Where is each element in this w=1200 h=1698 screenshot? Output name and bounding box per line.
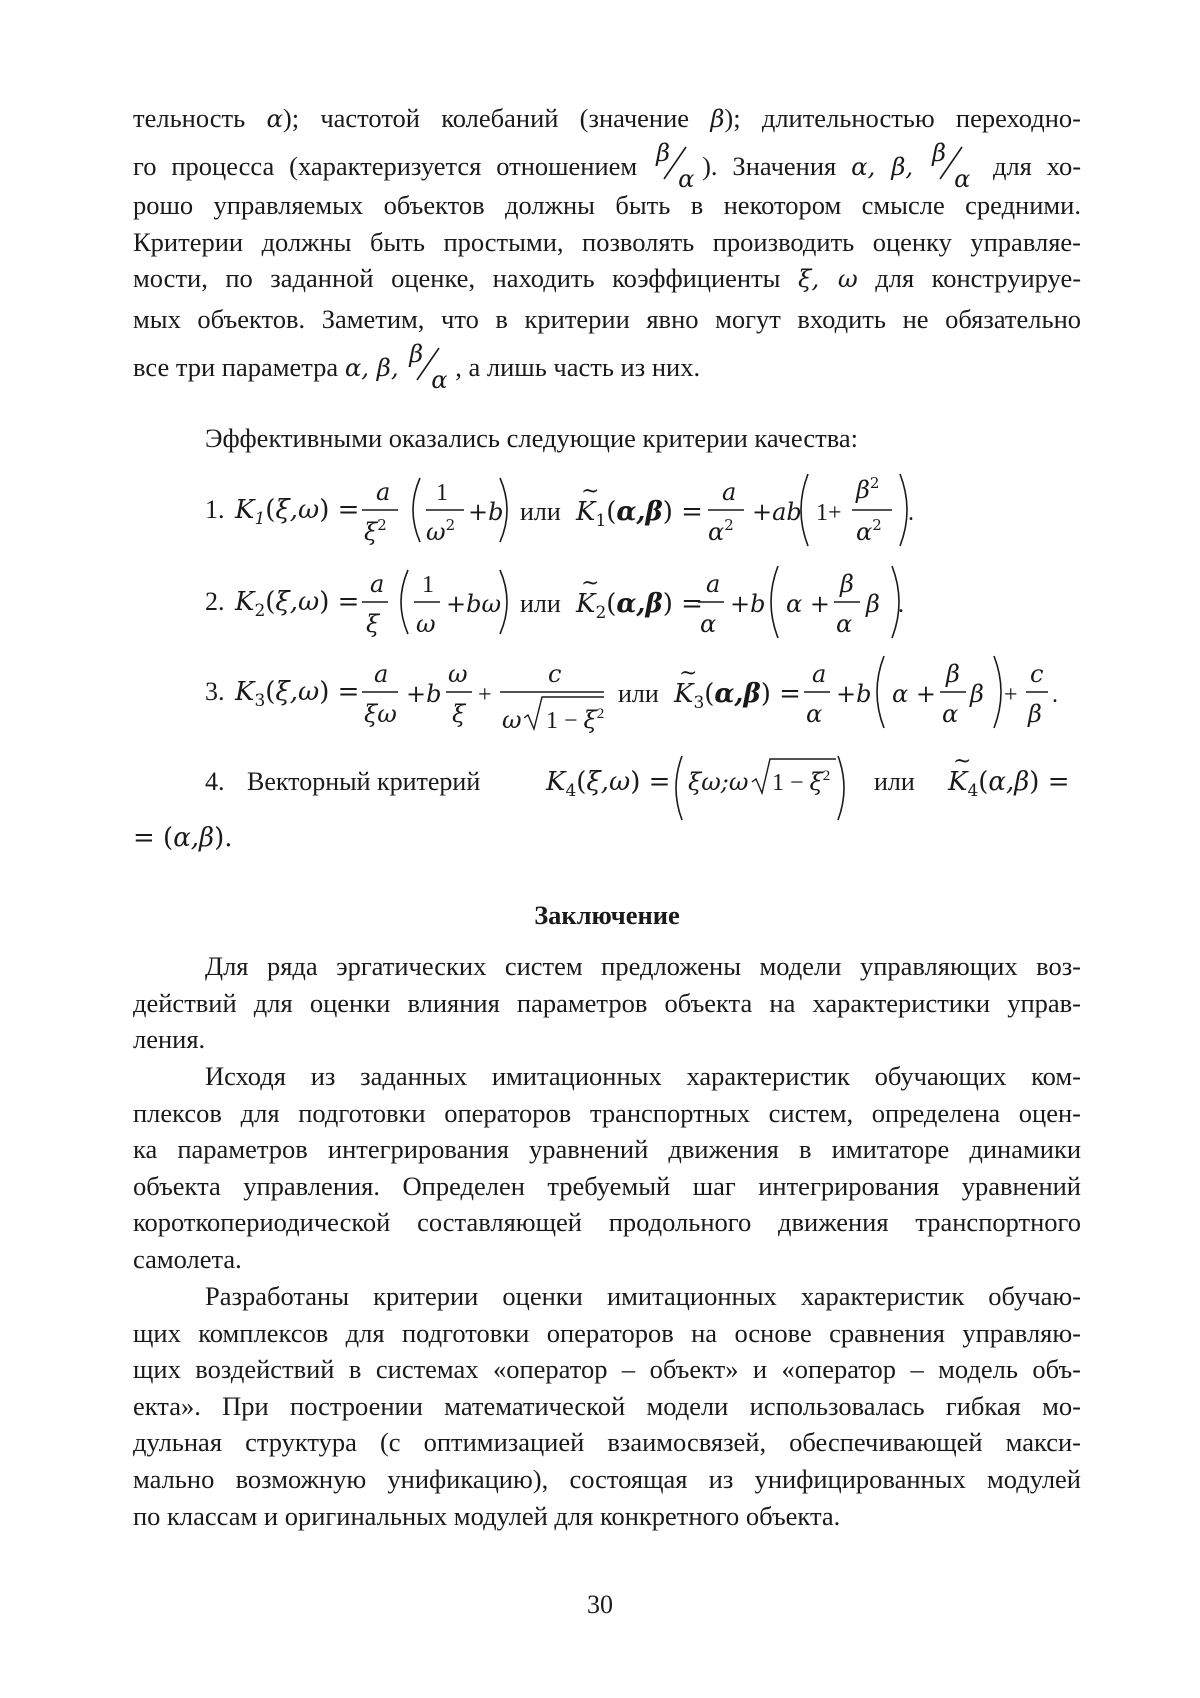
or-label: или bbox=[520, 589, 561, 618]
criterion-number: 3. bbox=[205, 677, 225, 706]
svg-text:~: ~ bbox=[953, 749, 972, 774]
svg-text:a: a bbox=[374, 660, 389, 688]
svg-text:β: β bbox=[840, 570, 854, 598]
text-line: объекта управления. Определен требуемый шаг интегрирования уравнений bbox=[133, 1170, 1081, 1201]
svg-text:1: 1 bbox=[422, 572, 434, 598]
beta-over-alpha-fraction: β α bbox=[656, 138, 695, 193]
conclusion-paragraph-1 bbox=[133, 948, 1081, 1058]
svg-text:ξ: ξ bbox=[452, 700, 466, 728]
text-line: короткопериодической составляющей продольного движения транспортного bbox=[133, 1207, 1081, 1238]
criterion-number: 4. bbox=[205, 767, 225, 796]
svg-text:a: a bbox=[370, 570, 385, 598]
svg-text:+b: +b bbox=[468, 498, 504, 526]
svg-text:.: . bbox=[908, 500, 914, 526]
conclusion-heading: Заключение bbox=[534, 900, 680, 930]
text-line: плексов для подготовки операторов транспортных систем, определена оцен- bbox=[133, 1097, 1081, 1128]
svg-text:K1(α,β) =: $K_1(\alpha,\beta)$ = bbox=[576, 497, 703, 531]
svg-text:ξ: ξ bbox=[366, 610, 380, 638]
text-line: по классам и оригинальных модулей для конкретного объекта. bbox=[133, 1500, 841, 1531]
text-line: мости, по заданной оценке, находить коэффициенты ξ, ω для конструируе- bbox=[133, 263, 1082, 294]
svg-text:α2: $\alpha^2$ bbox=[856, 516, 882, 546]
svg-text:+: + bbox=[478, 682, 492, 708]
svg-text:K2(α,β) =: $K_2(\alpha,\beta)$ = bbox=[576, 589, 703, 623]
paragraph-intro bbox=[133, 100, 1082, 394]
svg-text:a: a bbox=[706, 570, 721, 598]
svg-text:ω: ω bbox=[448, 660, 468, 688]
text-line: тельность α); частотой колебаний (значение β); длительностью переходно- bbox=[133, 103, 1082, 133]
criterion-3 bbox=[205, 656, 1058, 734]
or-label: или bbox=[520, 497, 561, 526]
svg-text:α: α bbox=[700, 610, 717, 638]
conclusion-paragraph-3 bbox=[133, 1278, 1081, 1534]
text-line: Для ряда эргатических систем предложены модели управляющих воз- bbox=[205, 951, 1081, 981]
beta-over-alpha-fraction: β α bbox=[409, 339, 448, 394]
svg-text:K4(α,β) =: $K_4(\alpha,\beta)$ = bbox=[948, 767, 1070, 801]
svg-text:+ab: +ab bbox=[752, 498, 802, 526]
svg-text:β: β bbox=[946, 660, 960, 688]
svg-text:+: + bbox=[1004, 682, 1018, 708]
svg-text:c: c bbox=[1030, 660, 1044, 688]
svg-text:β: β bbox=[1028, 700, 1042, 728]
criterion-2 bbox=[205, 566, 904, 638]
svg-text:c: c bbox=[548, 660, 562, 688]
svg-text:α2: $\alpha^2$ bbox=[708, 516, 734, 546]
svg-text:K3(ξ,ω) =: $K_3(\xi,\omega)$ = bbox=[235, 677, 360, 711]
svg-text:K1(ξ,ω) =: $K_1(\xi,\omega)$ = bbox=[235, 495, 360, 529]
text-line: самолета. bbox=[133, 1243, 242, 1274]
svg-text:1 − ξ2: $1 - \xi^2$ bbox=[772, 768, 831, 796]
svg-text:~: ~ bbox=[581, 571, 600, 596]
svg-text:+b: +b bbox=[730, 590, 766, 618]
text-line: Критерии должны быть простыми, позволять производить оценку управляе- bbox=[133, 226, 1081, 257]
svg-text:α +: α + bbox=[786, 590, 830, 618]
svg-text:β: β bbox=[970, 680, 984, 708]
criterion-number: 2. bbox=[205, 587, 225, 616]
text-line: все три параметра α, β, β α , а лишь часть из них. bbox=[133, 339, 701, 394]
or-label: или bbox=[618, 679, 659, 708]
svg-text:K2(ξ,ω) =: $K_2(\xi,\omega)$ = bbox=[235, 587, 360, 621]
svg-text:K3(α,β) =: $K_3(\alpha,\beta)$ = bbox=[674, 679, 801, 713]
svg-text:α: α bbox=[836, 610, 853, 638]
svg-text:+b: +b bbox=[406, 680, 442, 708]
svg-text:ξω;ω: ξω;ω bbox=[688, 768, 749, 796]
beta-over-alpha-fraction: β α bbox=[932, 138, 971, 193]
text-line: го процесса (характеризуется отношением β α ). Значения α, β, β α для хо- bbox=[133, 138, 1082, 193]
text-line: щих воздействий в системах «оператор – объект» и «оператор – модель объ- bbox=[133, 1354, 1081, 1385]
svg-text:~: ~ bbox=[679, 661, 698, 686]
svg-text:+bω: +bω bbox=[446, 590, 502, 618]
svg-text:a: a bbox=[722, 478, 737, 506]
or-label: или bbox=[874, 767, 915, 796]
svg-text:a: a bbox=[812, 660, 827, 688]
svg-text:ω2: $\omega^2$ bbox=[426, 516, 456, 546]
svg-text:1+: 1+ bbox=[816, 500, 842, 526]
criterion-1 bbox=[205, 474, 914, 546]
svg-text:1 − ξ2: $1 - \xi^2$ bbox=[546, 706, 605, 734]
svg-text:α +: α + bbox=[892, 680, 936, 708]
svg-text:~: ~ bbox=[581, 479, 600, 504]
text-line: Разработаны критерии оценки имитационных характеристик обучаю- bbox=[205, 1281, 1081, 1311]
svg-text:K4(ξ,ω) =: $K_4(\xi,\omega)$ = bbox=[546, 767, 671, 801]
text-line: ления. bbox=[133, 1024, 206, 1055]
svg-text:a: a bbox=[376, 478, 391, 506]
svg-text:ω: ω bbox=[416, 610, 436, 638]
svg-text:ξω: ξω bbox=[364, 700, 397, 728]
svg-text:+b: +b bbox=[836, 680, 872, 708]
text-line: Исходя из заданных имитационных характеристик обучающих ком- bbox=[205, 1061, 1081, 1091]
text-line: действий для оценки влияния параметров объекта на характеристики управ- bbox=[133, 987, 1081, 1018]
text-line: мально возможную унификацию), состоящая из унифицированных модулей bbox=[133, 1463, 1081, 1494]
svg-text:ω: ω bbox=[502, 706, 522, 734]
svg-text:.: . bbox=[898, 592, 904, 618]
text-line: мых объектов. Заметим, что в критерии явно могут входить не обязательно bbox=[133, 303, 1081, 334]
svg-text:.: . bbox=[1052, 682, 1058, 708]
text-line: екта». При построении математической модели использовалась гибкая мо- bbox=[133, 1390, 1081, 1421]
criterion-4 bbox=[133, 749, 1069, 853]
text-line: рошо управляемых объектов должны быть в некотором смысле средними. bbox=[133, 190, 1081, 221]
criterion-number: 1. bbox=[205, 495, 225, 524]
page-number: 30 bbox=[587, 1590, 613, 1619]
text-line: дульная структура (с оптимизацией взаимосвязей, обеспечивающей макси- bbox=[133, 1427, 1081, 1458]
text-line: щих комплексов для подготовки операторов на основе сравнения управляю- bbox=[133, 1317, 1081, 1348]
criterion-4-label: Векторный критерий bbox=[247, 767, 481, 796]
conclusion-paragraph-2 bbox=[133, 1058, 1081, 1278]
criteria-intro: Эффективными оказались следующие критерии качества: bbox=[205, 423, 858, 453]
svg-text:β2: $\beta^2$ bbox=[856, 474, 880, 504]
svg-text:α: α bbox=[806, 700, 823, 728]
svg-text:β: β bbox=[866, 590, 880, 618]
svg-text:ξ2: $\xi^2$ bbox=[364, 516, 387, 546]
text-line: ка параметров интегрирования уравнений движения в имитаторе динамики bbox=[133, 1134, 1081, 1165]
svg-text:1: 1 bbox=[436, 480, 448, 506]
svg-text:= (α,β).: = (α,β). bbox=[133, 823, 233, 853]
svg-text:α: α bbox=[942, 700, 959, 728]
